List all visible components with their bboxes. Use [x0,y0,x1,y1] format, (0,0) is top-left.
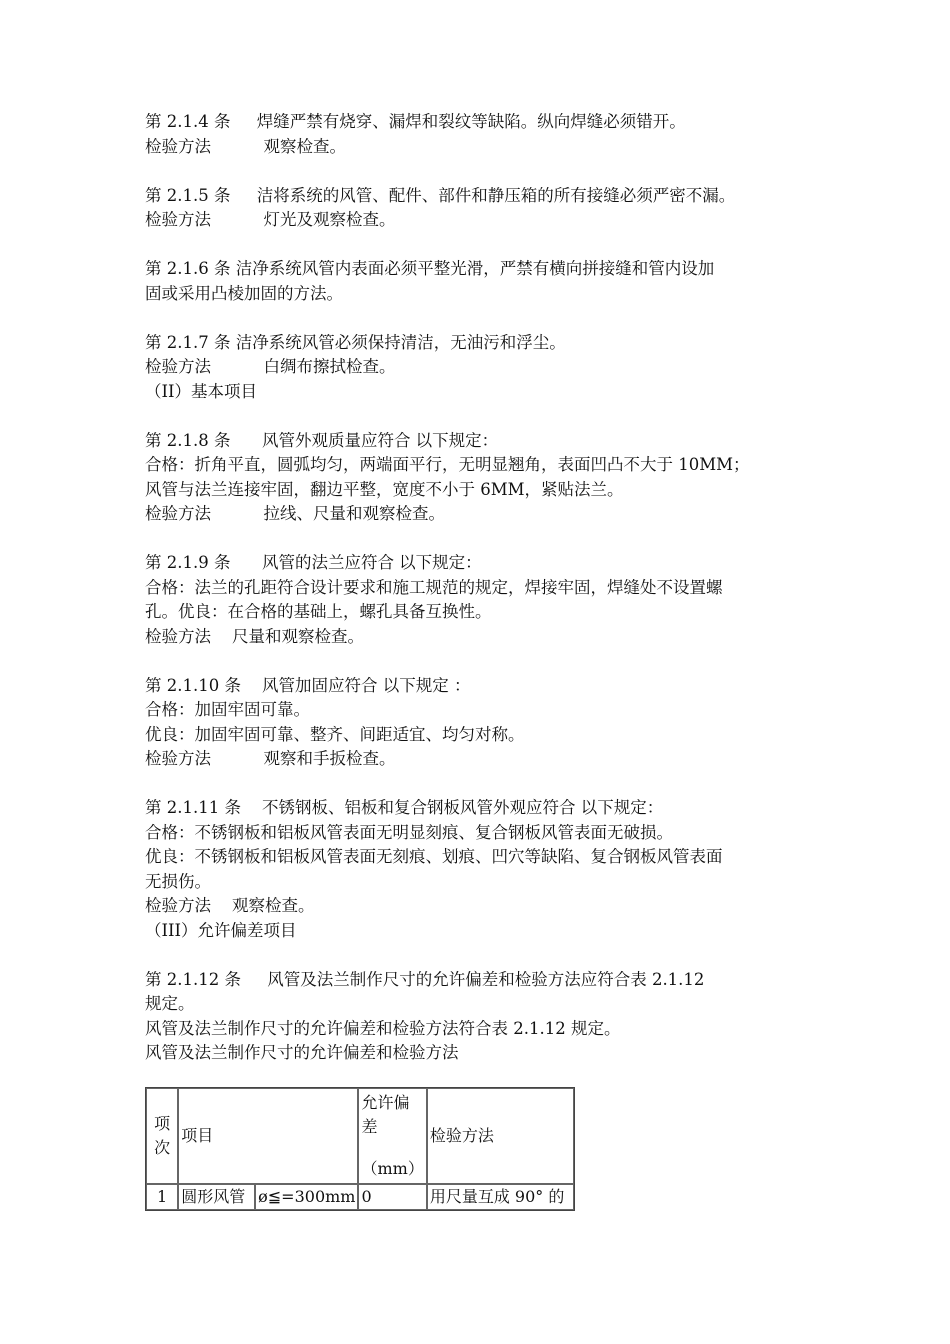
table-header-row [146,1088,574,1184]
row-index: 1 [146,1184,178,1210]
row-method: 用尺量互成 90° 的 [427,1184,574,1210]
table-caption: 风管及法兰制作尺寸的允许偏差和检验方法 [145,1043,459,1062]
header-deviation-label: 允许偏 差 [361,1092,410,1136]
spacer [145,404,825,429]
clause-2-1-6-cont: 固或采用凸棱加固的方法。 [145,283,343,303]
spacer [145,159,825,184]
clause-2-1-11: 第 2.1.11 条 不锈钢板、铝板和复合钢板风管外观应符合 以下规定： [145,798,664,817]
clause-2-1-12: 第 2.1.12 条 风管及法兰制作尺寸的允许偏差和检验方法应符合表 2.1.12 [145,969,705,989]
clause-2-1-10: 第 2.1.10 条 风管加固应符合 以下规定 ： [145,675,471,695]
row-condition: ø≦=300mm [255,1184,358,1210]
table-row [146,1184,574,1210]
clause-2-1-9-qualified: 合格：法兰的孔距符合设计要求和施工规范的规定，焊接牢固，焊缝处不设置螺 [145,577,723,597]
header-deviation [358,1088,426,1184]
clause-2-1-9: 第 2.1.9 条 风管的法兰应符合 以下规定： [145,553,482,572]
spacer [145,527,825,552]
inspection-method: 检验方法 尺量和观察检查。 [145,626,364,646]
document-page [145,110,825,1211]
header-item: 项目 [178,1088,358,1184]
row-item: 圆形风管 [178,1184,255,1210]
spacer [145,233,825,258]
spacer [145,306,825,331]
clause-2-1-10-excellent: 优良：加固牢固可靠、整齐、间距适宜、均匀对称。 [145,724,525,744]
tolerance-table [145,1087,575,1211]
clause-2-1-11-qualified: 合格：不锈钢板和铝板风管表面无明显刻痕、复合钢板风管表面无破损。 [145,822,673,842]
inspection-method: 检验方法 观察和手扳检查。 [145,749,396,768]
header-index: 项次 [146,1088,178,1184]
header-deviation-stack [361,1091,423,1181]
row-deviation: 0 [358,1184,426,1210]
clause-2-1-8-cont: 风管与法兰连接牢固，翻边平整，宽度不小于 6MM，紧贴法兰。 [145,479,624,499]
inspection-method: 检验方法 白绸布擦拭检查。 [145,357,396,376]
inspection-method: 检验方法 拉线、尺量和观察检查。 [145,504,445,523]
clause-2-1-6: 第 2.1.6 条 洁净系统风管内表面必须平整光滑，严禁有横向拼接缝和管内设加 [145,259,715,278]
tolerance-table-wrapper [145,1087,825,1211]
spacer [145,649,825,674]
clause-2-1-9-cont: 孔。优良：在合格的基础上，螺孔具备互换性。 [145,602,492,621]
table-reference: 风管及法兰制作尺寸的允许偏差和检验方法符合表 2.1.12 规定。 [145,1018,621,1038]
clause-2-1-4: 第 2.1.4 条 焊缝严禁有烧穿、漏焊和裂纹等缺陷。纵向焊缝必须错开。 [145,112,686,131]
clause-2-1-12-cont: 规定。 [145,994,195,1013]
clause-2-1-11-cont: 无损伤。 [145,871,211,891]
section-heading-tolerance-items: （III）允许偏差项目 [145,920,297,940]
spacer [145,772,825,797]
header-deviation-unit: （mm） [361,1158,424,1178]
clause-2-1-8-qualified: 合格：折角平直，圆弧均匀，两端面平行，无明显翘角，表面凹凸不大于 10MM； [145,455,750,474]
header-method: 检验方法 [427,1088,574,1184]
inspection-method: 检验方法 灯光及观察检查。 [145,210,396,229]
section-heading-basic-items: （II）基本项目 [145,381,258,401]
clause-2-1-10-qualified: 合格：加固牢固可靠。 [145,700,310,719]
clause-2-1-7: 第 2.1.7 条 洁净系统风管必须保持清洁，无油污和浮尘。 [145,332,566,352]
inspection-method: 检验方法 观察检查。 [145,896,315,915]
clause-2-1-8: 第 2.1.8 条 风管外观质量应符合 以下规定： [145,430,499,450]
spacer [145,943,825,968]
clause-2-1-11-excellent: 优良：不锈钢板和铝板风管表面无刻痕、划痕、凹穴等缺陷、复合钢板风管表面 [145,847,723,866]
inspection-method: 检验方法 观察检查。 [145,136,346,156]
clause-2-1-5: 第 2.1.5 条 洁将系统的风管、配件、部件和静压箱的所有接缝必须严密不漏。 [145,185,736,205]
